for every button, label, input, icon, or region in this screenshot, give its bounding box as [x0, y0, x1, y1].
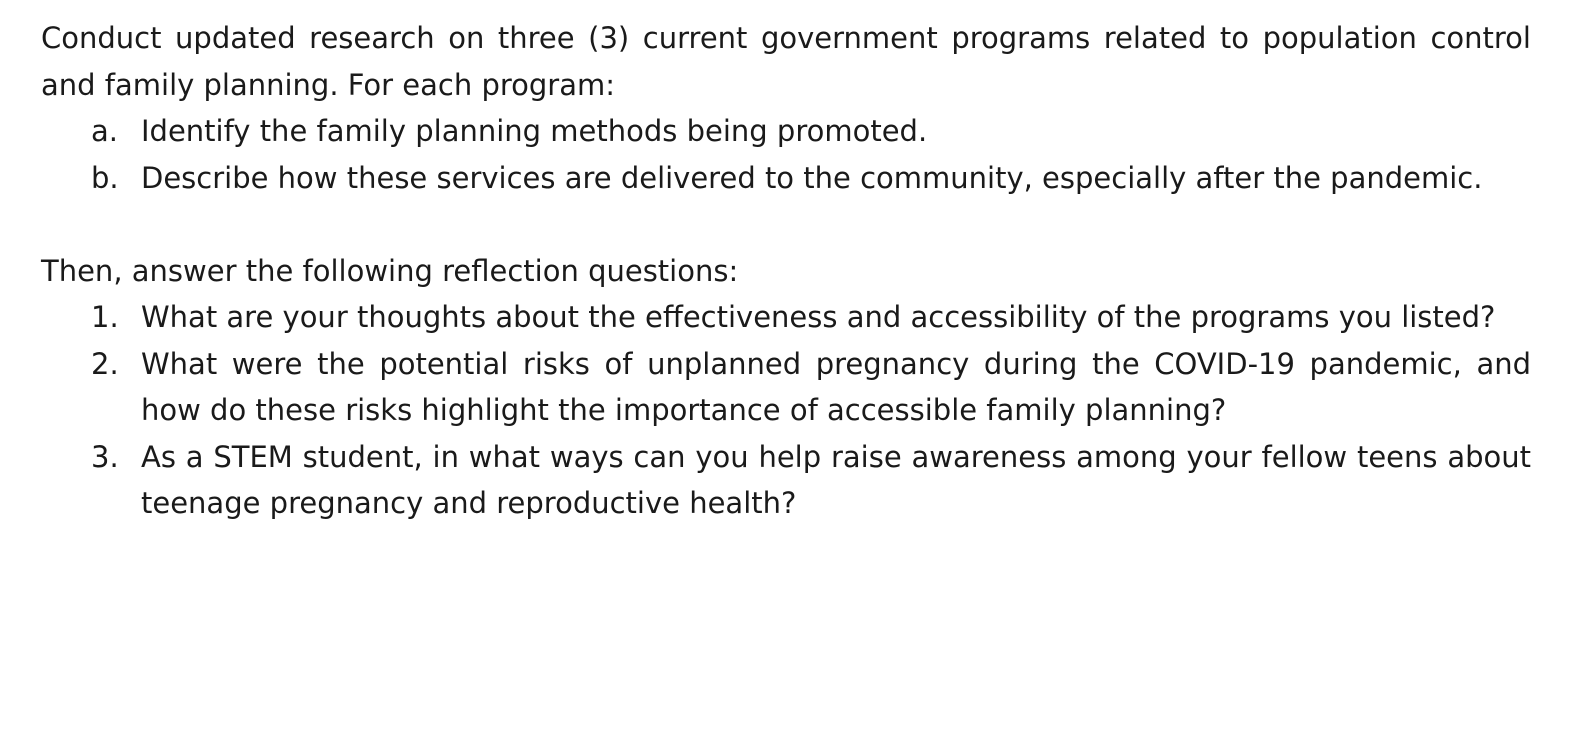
- list-item-text: Describe how these services are delivered to the community, especially after the pandemic.: [141, 160, 1483, 195]
- list-item-text: What are your thoughts about the effectiveness and accessibility of the programs you listed?: [141, 300, 1496, 334]
- list-item: [41, 108, 1531, 155]
- document-body: [41, 15, 1531, 527]
- list-item: [41, 434, 1531, 527]
- list-item: [41, 155, 1531, 202]
- list-item-text: What were the potential risks of unplanned pregnancy during the COVID-19 pandemic, and how do these risks highlight the importance of accessible family planning?: [141, 346, 1531, 427]
- program-task-list: [41, 108, 1531, 201]
- list-marker: 1.: [91, 300, 119, 334]
- reflection-question-list: [41, 294, 1531, 527]
- list-item-text: Identify the family planning methods being promoted.: [141, 114, 928, 148]
- list-item: [41, 294, 1531, 341]
- list-marker: 3.: [91, 439, 119, 474]
- list-item-text: As a STEM student, in what ways can you help raise awareness among your fellow teens about teenage pregnancy and reproductive health?: [141, 439, 1531, 520]
- list-marker: b.: [91, 160, 119, 195]
- list-item: [41, 341, 1531, 434]
- list-marker: a.: [91, 114, 118, 148]
- list-marker: 2.: [91, 346, 119, 381]
- intro-paragraph: Conduct updated research on three (3) current government programs related to population control and family planning. For each program:: [41, 21, 1531, 102]
- paragraph-spacer: [41, 201, 1531, 248]
- reflection-intro: Then, answer the following reflection questions:: [41, 253, 739, 288]
